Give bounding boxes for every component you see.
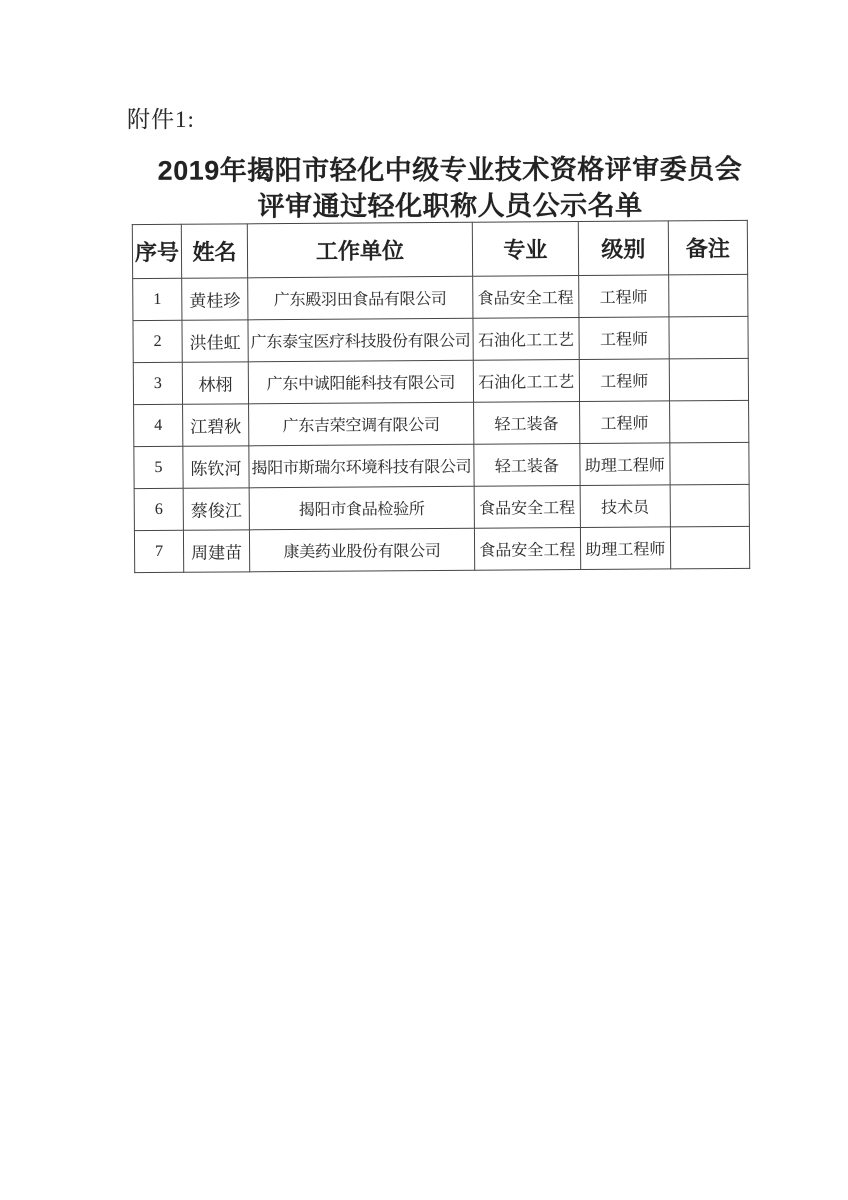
table-cell: 康美药业股份有限公司 [249, 528, 474, 572]
table-cell: 5 [134, 446, 183, 488]
table-row [134, 484, 749, 530]
header-row [132, 220, 747, 278]
column-header-3: 专业 [472, 222, 578, 277]
table-cell: 工程师 [579, 317, 669, 360]
table-row [133, 316, 748, 362]
table-cell: 广东吉荣空调有限公司 [249, 402, 474, 446]
personnel-table-head [132, 220, 747, 278]
table-cell: 江碧秋 [183, 404, 249, 446]
table-cell: 工程师 [578, 275, 668, 318]
table-row [134, 400, 749, 446]
table-cell: 食品安全工程 [474, 528, 580, 571]
table-cell: 1 [133, 278, 182, 320]
table-cell: 林栩 [182, 362, 248, 404]
table-cell: 洪佳虹 [182, 320, 248, 362]
table-cell: 广东殿羽田食品有限公司 [248, 276, 473, 320]
document-title [70, 151, 830, 225]
table-cell: 6 [134, 488, 183, 530]
table-row [134, 442, 749, 488]
table-cell: 石油化工工艺 [473, 360, 579, 403]
table-row [133, 358, 748, 404]
table-cell: 揭阳市斯瑞尔环境科技有限公司 [249, 444, 474, 488]
table-cell: 工程师 [579, 359, 669, 402]
attachment-label: 附件1: [127, 107, 195, 132]
table-cell: 工程师 [579, 401, 669, 444]
table-cell: 3 [133, 362, 182, 404]
table-cell: 2 [133, 320, 182, 362]
table-cell: 7 [134, 530, 183, 572]
table-cell [669, 400, 748, 443]
column-header-4: 级别 [578, 221, 668, 276]
table-cell: 黄桂珍 [182, 278, 248, 320]
table-cell [669, 358, 748, 401]
table-row [133, 274, 748, 320]
document-title-line2: 评审通过轻化职称人员公示名单 [257, 190, 643, 222]
table-cell: 蔡俊江 [183, 488, 249, 530]
personnel-table [132, 220, 750, 573]
table-cell [668, 274, 747, 317]
personnel-table-body [133, 274, 750, 572]
table-cell: 广东中诚阳能科技有限公司 [248, 360, 473, 404]
column-header-5: 备注 [668, 220, 747, 275]
table-cell: 助理工程师 [580, 527, 670, 570]
table-cell: 助理工程师 [580, 443, 670, 486]
table-cell: 揭阳市食品检验所 [249, 486, 474, 530]
table-cell: 技术员 [580, 485, 670, 528]
table-cell: 石油化工工艺 [473, 318, 579, 361]
document-title-line1: 2019年揭阳市轻化中级专业技术资格评审委员会 [157, 154, 743, 186]
table-row [134, 526, 749, 572]
column-header-0: 序号 [132, 224, 181, 278]
table-cell: 陈钦河 [183, 446, 249, 488]
table-cell: 食品安全工程 [472, 276, 578, 319]
table-cell: 4 [134, 404, 183, 446]
table-cell: 轻工装备 [474, 444, 580, 487]
table-cell: 食品安全工程 [474, 486, 580, 529]
table-cell [670, 526, 749, 569]
table-cell [670, 442, 749, 485]
table-cell: 轻工装备 [473, 402, 579, 445]
table-cell: 广东泰宝医疗科技股份有限公司 [248, 318, 473, 362]
table-cell: 周建苗 [183, 530, 249, 572]
table-cell [670, 484, 749, 527]
column-header-2: 工作单位 [247, 222, 472, 278]
table-cell [669, 316, 748, 359]
column-header-1: 姓名 [181, 224, 247, 278]
